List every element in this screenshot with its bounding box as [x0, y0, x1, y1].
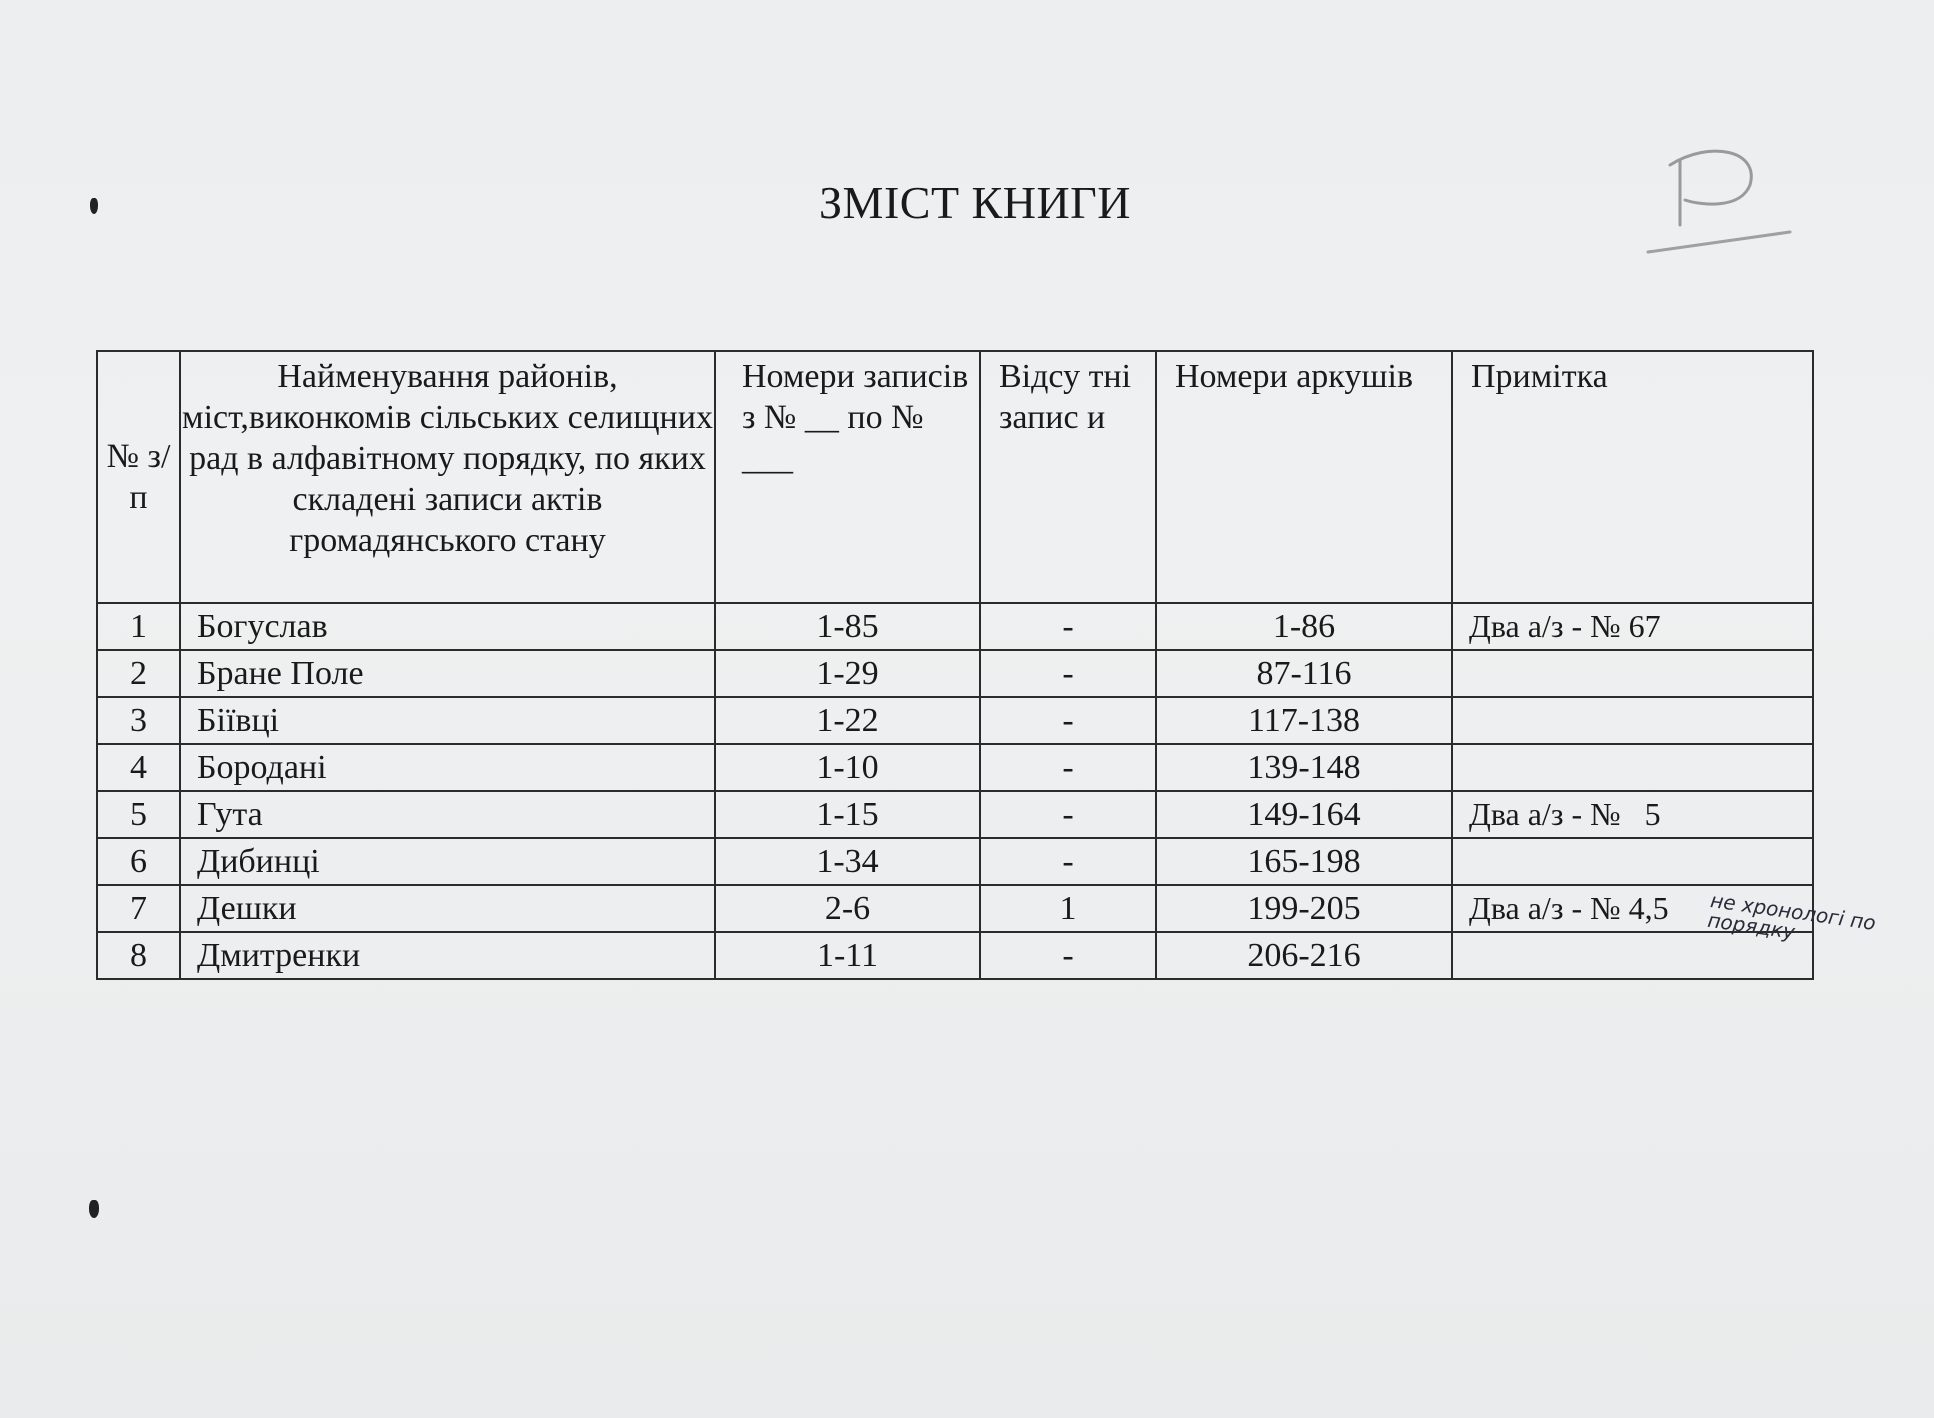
table-row: [97, 885, 1813, 932]
row-number: 6: [97, 838, 180, 885]
row-note: [1452, 838, 1813, 885]
row-missing: -: [980, 791, 1156, 838]
row-records: 1-22: [715, 697, 980, 744]
row-number: 1: [97, 603, 180, 650]
row-note: [1452, 744, 1813, 791]
table-row: [97, 697, 1813, 744]
row-missing: -: [980, 932, 1156, 979]
header-missing-records: Відсу тні запис и: [980, 351, 1156, 603]
row-sheets: 1-86: [1156, 603, 1452, 650]
row-name: Дешки: [180, 885, 715, 932]
row-sheets: 117-138: [1156, 697, 1452, 744]
row-sheets: 139-148: [1156, 744, 1452, 791]
table-row: [97, 744, 1813, 791]
header-number: № з/п: [97, 351, 180, 603]
contents-table: [96, 350, 1814, 980]
row-note: [1452, 650, 1813, 697]
header-name: Найменування районів, міст,виконкомів сільських селищних рад в алфавітному порядку, по яких складені записи актів громадянського стану: [180, 351, 715, 603]
row-number: 8: [97, 932, 180, 979]
table-row: [97, 603, 1813, 650]
row-number: 2: [97, 650, 180, 697]
row-sheets: 206-216: [1156, 932, 1452, 979]
table-row: [97, 932, 1813, 979]
header-record-numbers: Номери записів з № __ по № ___: [715, 351, 980, 603]
row-number: 3: [97, 697, 180, 744]
row-records: 1-15: [715, 791, 980, 838]
header-sheet-numbers: Номери аркушів: [1156, 351, 1452, 603]
row-missing: 1: [980, 885, 1156, 932]
row-records: 2-6: [715, 885, 980, 932]
row-note: Два а/з - № 4,5: [1452, 885, 1813, 932]
row-number: 7: [97, 885, 180, 932]
row-sheets: 87-116: [1156, 650, 1452, 697]
row-missing: -: [980, 697, 1156, 744]
row-name: Біївці: [180, 697, 715, 744]
row-note: Два а/з - № 5: [1452, 791, 1813, 838]
binding-hole-bottom: [89, 1200, 99, 1218]
table-header-row: [97, 351, 1813, 603]
row-name: Дмитренки: [180, 932, 715, 979]
table-row: [97, 838, 1813, 885]
row-name: Гута: [180, 791, 715, 838]
row-records: 1-29: [715, 650, 980, 697]
header-note: Примітка: [1452, 351, 1813, 603]
row-name: Бране Поле: [180, 650, 715, 697]
row-sheets: 149-164: [1156, 791, 1452, 838]
row-note: Два а/з - № 67: [1452, 603, 1813, 650]
row-name: Дибинці: [180, 838, 715, 885]
document-title: ЗМІСТ КНИГИ: [819, 177, 1131, 228]
handwritten-note: не хронологі по порядку: [1706, 888, 1878, 944]
row-note: [1452, 697, 1813, 744]
row-records: 1-34: [715, 838, 980, 885]
row-records: 1-85: [715, 603, 980, 650]
row-name: Богуслав: [180, 603, 715, 650]
row-sheets: 199-205: [1156, 885, 1452, 932]
row-missing: -: [980, 744, 1156, 791]
row-number: 5: [97, 791, 180, 838]
table-row: [97, 650, 1813, 697]
row-missing: -: [980, 650, 1156, 697]
table-row: [97, 791, 1813, 838]
row-records: 1-11: [715, 932, 980, 979]
row-missing: -: [980, 603, 1156, 650]
row-name: Бородані: [180, 744, 715, 791]
row-missing: -: [980, 838, 1156, 885]
row-number: 4: [97, 744, 180, 791]
row-sheets: 165-198: [1156, 838, 1452, 885]
row-records: 1-10: [715, 744, 980, 791]
